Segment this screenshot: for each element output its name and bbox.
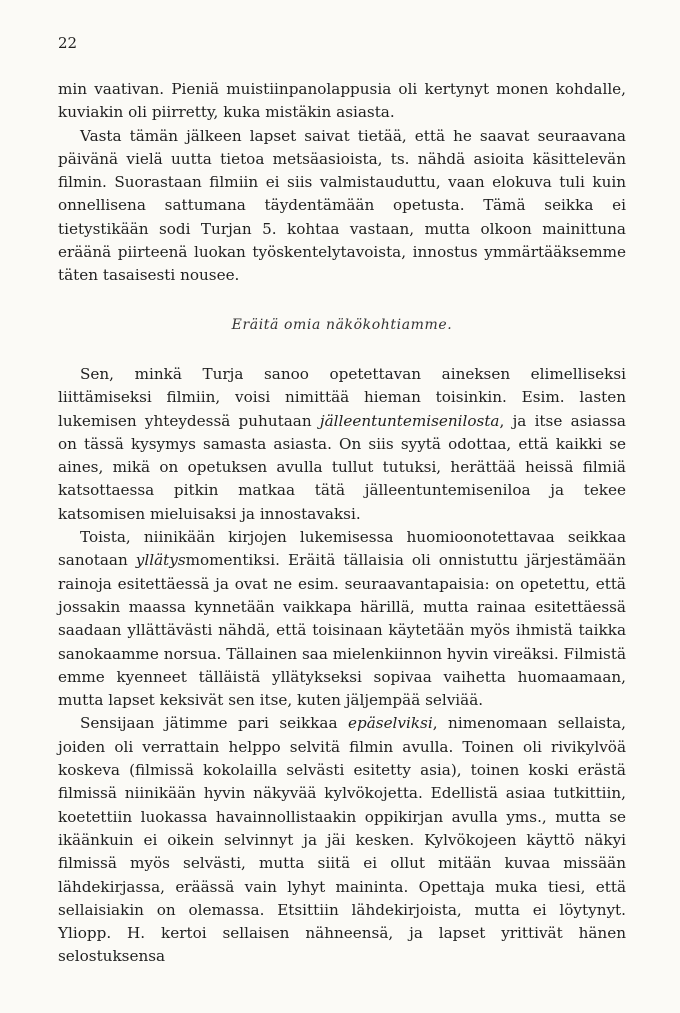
text-run: Toista, niinikään kirjojen lukemisessa huomioonotettavaa seikkaa sanotaan [58, 528, 626, 570]
body-text [58, 78, 626, 969]
paragraph: min vaativan. Pieniä muistiinpanolappusia oli kertynyt monen kohdalle, kuviakin oli piirretty, kuka mistäkin asiasta. [58, 80, 626, 122]
paragraph: Vasta tämän jälkeen lapset saivat tietää, että he saavat seuraavana päivänä vielä uutta tietoa metsäasioista, ts. nähdä asioita käsittelevän filmin. Suorastaan filmiin ei siis valmistauduttu, vaan elokuva tuli kuin onnellisena sattumana täydentämään opetusta. Tämä seikka ei tietystikään sodi Turjan 5. kohtaa vastaan, mutta olkoon mainittuna eräänä piirteenä luokan työskentelytavoista, innostus ymmärtääksemme täten tasaisesti nousee. [58, 126, 626, 285]
emphasized-term: epäselviksi [348, 714, 433, 733]
text-run: Sen, minkä Turja sanoo opetettavan aineksen elimelliseksi liittämiseksi filmiin, voisi nimittää hieman toisinkin. Esim. lasten lukemisen yhteydessä puhutaan [58, 364, 626, 430]
page-number: 22 [58, 34, 78, 52]
emphasized-term: yllätys [135, 551, 186, 570]
text-run: momentiksi. Eräitä tällaisia oli onnistuttu järjestämään rainoja esitettäessä ja ovat ne esim. seuraavantapaisia: on opetettu, että jossakin maassa kynnetään vaikkapa härillä, mutta rainaa esitettäessä saadaan yllättävästi nähdä, että toisinaan käytetään myös ihmistä taikka sanokaamme norsua. Tällainen saa mielenkiinnon hyvin vireäksi. Filmistä emme kyenneet tälläistä yllätykseksi sopivaa vaihetta huomaamaan, mutta lapset keksivät sen itse, kuten jäljempää selviää. [58, 551, 626, 710]
text-run: , nimenomaan sellaista, joiden oli verrattain helppo selvitä filmin avulla. Toinen oli rivikylvöä koskeva (filmissä kokolailla selvästi esitetty asia), toinen koski erästä filmissä niinikään hyvin näkyvää kylvökojetta. Edellistä asiaa tutkittiin, koetettiin luokassa havainnollistaakin oppikirjan avulla yms., mutta se ikäänkuin ei oikein selvinnyt ja jäi kesken. Kylvökojeen käyttö näkyi filmissä myös selvästi, mutta siitä ei ollut mitään kuvaa missään lähdekirjassa, eräässä vain lyhyt maininta. Opettaja muka tiesi, että sellaisiakin on olemassa. Etsittiin lähdekirjoista, mutta ei löytynyt. Yliopp. H. kertoi sellaisen nähneensä, ja lapset yrittivät hänen selostuksensa [58, 714, 626, 966]
section-heading: Eräitä omia näkökohtiamme. [231, 316, 453, 333]
text-run: Sensijaan jätimme pari seikkaa [80, 714, 349, 733]
emphasized-term: jälleentuntemisenilosta [319, 411, 500, 430]
text-run: , ja itse asiassa on tässä kysymys samasta asiasta. On siis syytä odottaa, että kaikki se aines, mikä on opetuksen avulla tullut tutuksi, herättää heissä filmiä katsottaessa pitkin matkaa tätä jälleentuntemiseniloa ja tekee katsomisen mieluisaksi ja innostavaksi. [58, 411, 626, 523]
paragraph [58, 526, 626, 712]
paragraph [58, 712, 626, 968]
paragraph [58, 363, 626, 526]
